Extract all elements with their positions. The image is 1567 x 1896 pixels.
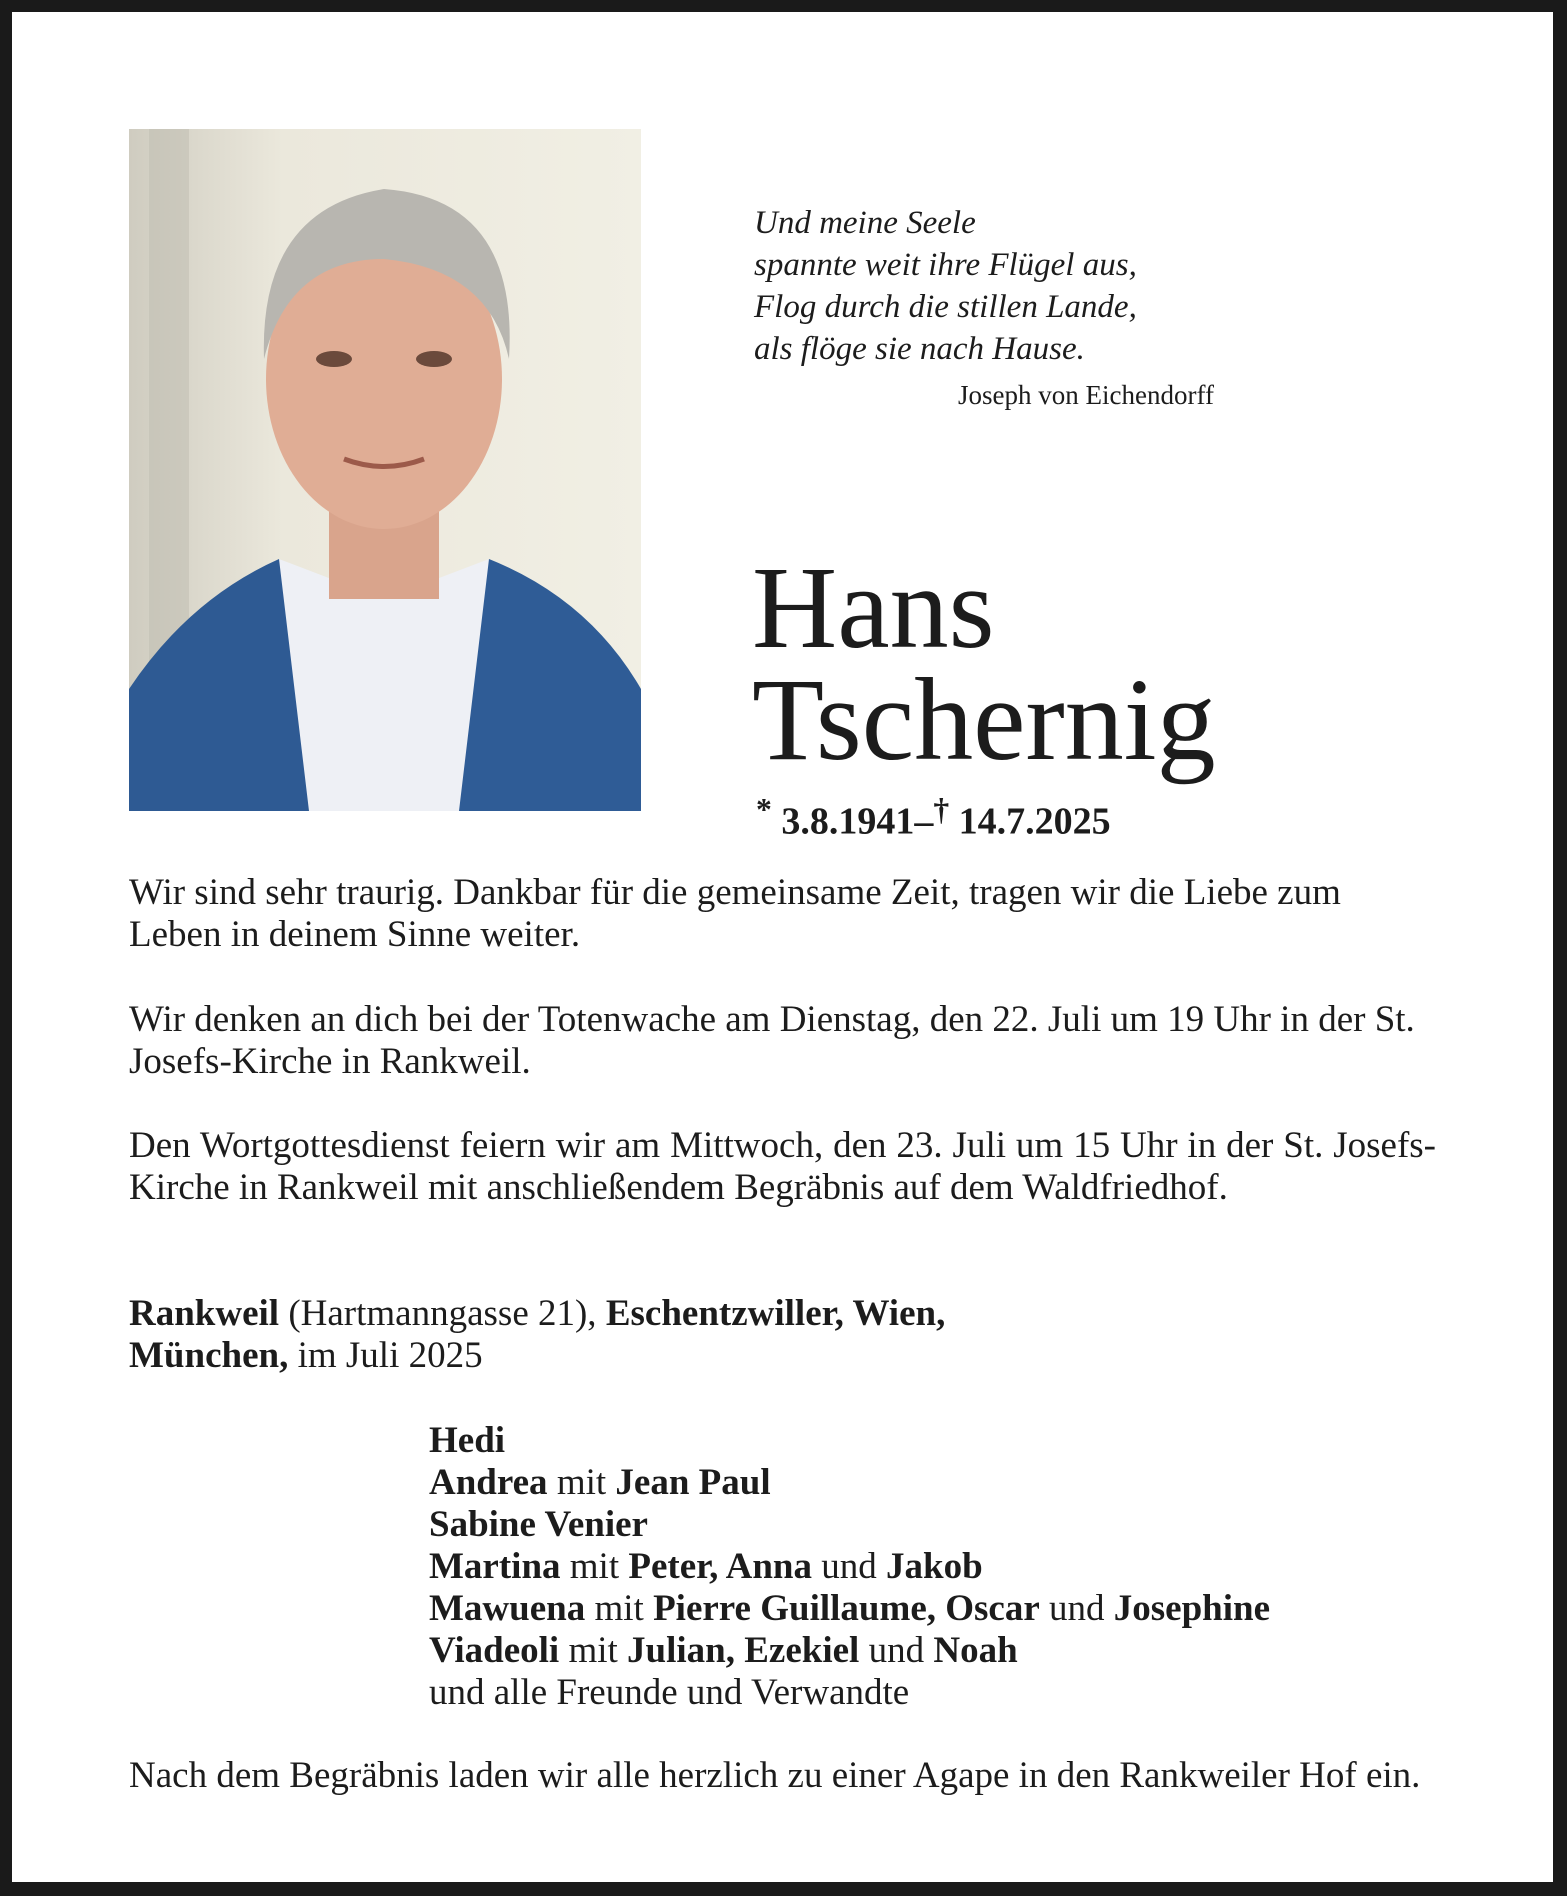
last-name: Tschernig [752, 654, 1216, 785]
connector: und [812, 1546, 887, 1587]
quote-line: als flöge sie nach Hause. [754, 331, 1085, 367]
connector: und [1039, 1588, 1114, 1629]
life-dates [756, 792, 1111, 844]
quote-author: Joseph von Eichendorff [958, 380, 1214, 410]
connector: mit [559, 1630, 628, 1671]
family-member: Julian, Ezekiel [627, 1630, 860, 1671]
family-member: Pierre Guillaume, Oscar [653, 1588, 1040, 1629]
poem-quote [754, 202, 1214, 416]
family-member: Jakob [886, 1546, 983, 1587]
date-line: im Juli 2025 [288, 1335, 483, 1376]
death-symbol: † [933, 792, 950, 827]
closing-note: Nach dem Begräbnis laden wir alle herzlich zu einer Agape in den Rankweiler Hof ein. [129, 1755, 1421, 1796]
places: Eschentzwiller, Wien, [605, 1293, 946, 1334]
family-member: Jean Paul [615, 1462, 771, 1503]
paragraph-service: Den Wortgottesdienst feiern wir am Mittwoch, den 23. Juli um 15 Uhr in der St. Josefs-Kirche in Rankweil mit anschließendem Begräbnis auf dem Waldfriedhof. [129, 1125, 1436, 1208]
connector: mit [547, 1462, 616, 1503]
connector: mit [560, 1546, 629, 1587]
family-member: Martina [429, 1546, 561, 1587]
quote-line: Und meine Seele [754, 205, 976, 241]
date-separator: – [914, 800, 934, 843]
family-member: Sabine Venier [429, 1504, 648, 1545]
places: München, [129, 1335, 289, 1376]
family-member: Hedi [429, 1420, 506, 1461]
portrait-photo [129, 129, 641, 811]
paragraph-wake: Wir denken an dich bei der Totenwache am Dienstag, den 22. Juli um 19 Uhr in der St. Josefs-Kirche in Rankweil. [129, 999, 1415, 1082]
obituary-page [12, 12, 1553, 1882]
quote-line: spannte weit ihre Flügel aus, [754, 247, 1137, 283]
paragraph-grief: Wir sind sehr traurig. Dankbar für die gemeinsame Zeit, tragen wir die Liebe zum Leben in deinem Sinne weiter. [129, 872, 1341, 955]
family-member: Josephine [1113, 1588, 1271, 1629]
birth-date: 3.8.1941 [781, 800, 915, 843]
quote-line: Flog durch die stillen Lande, [754, 289, 1137, 325]
location-line [129, 1293, 1436, 1377]
family-member: Mawuena [429, 1588, 586, 1629]
connector: mit [585, 1588, 654, 1629]
family-member: Noah [933, 1630, 1018, 1671]
address: (Hartmanngasse 21), [279, 1293, 606, 1334]
connector: und [859, 1630, 934, 1671]
family-member: Andrea [429, 1462, 548, 1503]
family-member: Viadeoli [429, 1630, 560, 1671]
death-date: 14.7.2025 [958, 800, 1111, 843]
family-member: Peter, Anna [628, 1546, 813, 1587]
first-name: Hans [752, 542, 995, 673]
deceased-name [752, 542, 1216, 785]
town: Rankweil [129, 1293, 280, 1334]
birth-symbol: * [756, 792, 772, 827]
family-others: und alle Freunde und Verwandte [429, 1672, 910, 1713]
family-list [429, 1420, 1270, 1714]
